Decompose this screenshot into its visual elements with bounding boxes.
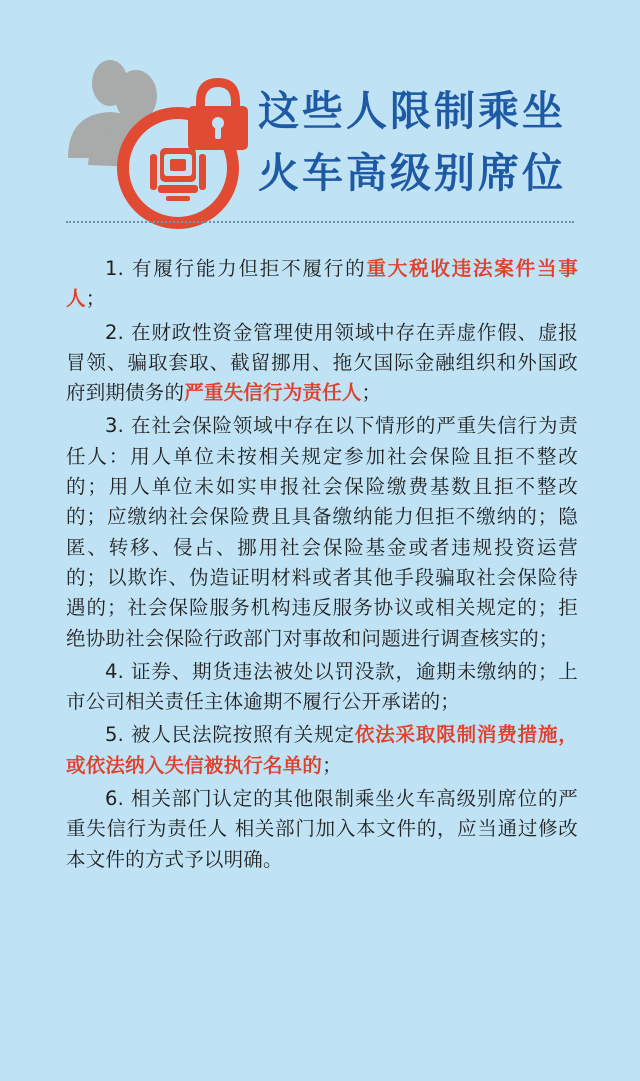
padlock-icon — [188, 78, 248, 150]
list-item — [66, 720, 578, 781]
restriction-list — [66, 254, 578, 878]
item-text: 6. 相关部门认定的其他限制乘坐火车高级别席位的严重失信行为责任人 相关部门加入本文件的，应当通过修改本文件的方式予以明确。 — [66, 787, 578, 871]
title-line-2: 火车高级别席位 — [258, 149, 566, 197]
item-suffix: ； — [322, 753, 342, 777]
item-suffix: ； — [361, 381, 382, 405]
title-line-1: 这些人限制乘坐 — [258, 87, 566, 135]
item-highlight: 严重失信行为责任人 — [184, 381, 362, 405]
restriction-emblem — [60, 50, 260, 235]
item-text: 1. 有履行能力但拒不履行的 — [105, 257, 367, 280]
item-text: 3. 在社会保险领域中存在以下情形的严重失信行为责任人：用人单位未按相关规定参加社会保险且拒不整改的；用人单位未如实申报社会保险缴费基数且拒不整改的；应缴纳社会保险费且具备缴纳能力但拒不缴纳的；隐匿、转移、侵占、挪用社会保险基金或者违规投资运营的；以欺诈、伪造证明材料或者其他手段骗取社会保险待遇的；社会保险服务机构违反服务协议或相关规定的；拒绝协助社会保险行政部门对事故和问题进行调查核实的； — [66, 414, 578, 650]
item-highlight: 依法采取限制消费措施，或依法纳入失信被执行名单的 — [66, 723, 578, 777]
item-highlight: 重大税收违法案件当事人 — [66, 257, 578, 311]
item-text: 2. 在财政性资金管理使用领域中存在弄虚作假、虚报冒领、骗取套取、截留挪用、拖欠国际金融组织和外国政府到期债务的 — [66, 320, 578, 405]
item-text: 4. 证券、期货违法被处以罚没款，逾期未缴纳的；上市公司相关责任主体逾期不履行公开承诺的； — [66, 659, 578, 714]
item-suffix: ； — [85, 287, 106, 311]
list-item — [66, 657, 578, 718]
dotted-divider — [66, 221, 574, 223]
page-title — [258, 80, 618, 204]
item-text: 5. 被人民法院按照有关规定 — [105, 723, 355, 747]
list-item — [66, 318, 578, 409]
header — [0, 0, 640, 230]
list-item — [66, 784, 578, 875]
list-item — [66, 254, 578, 315]
list-item — [66, 411, 578, 653]
